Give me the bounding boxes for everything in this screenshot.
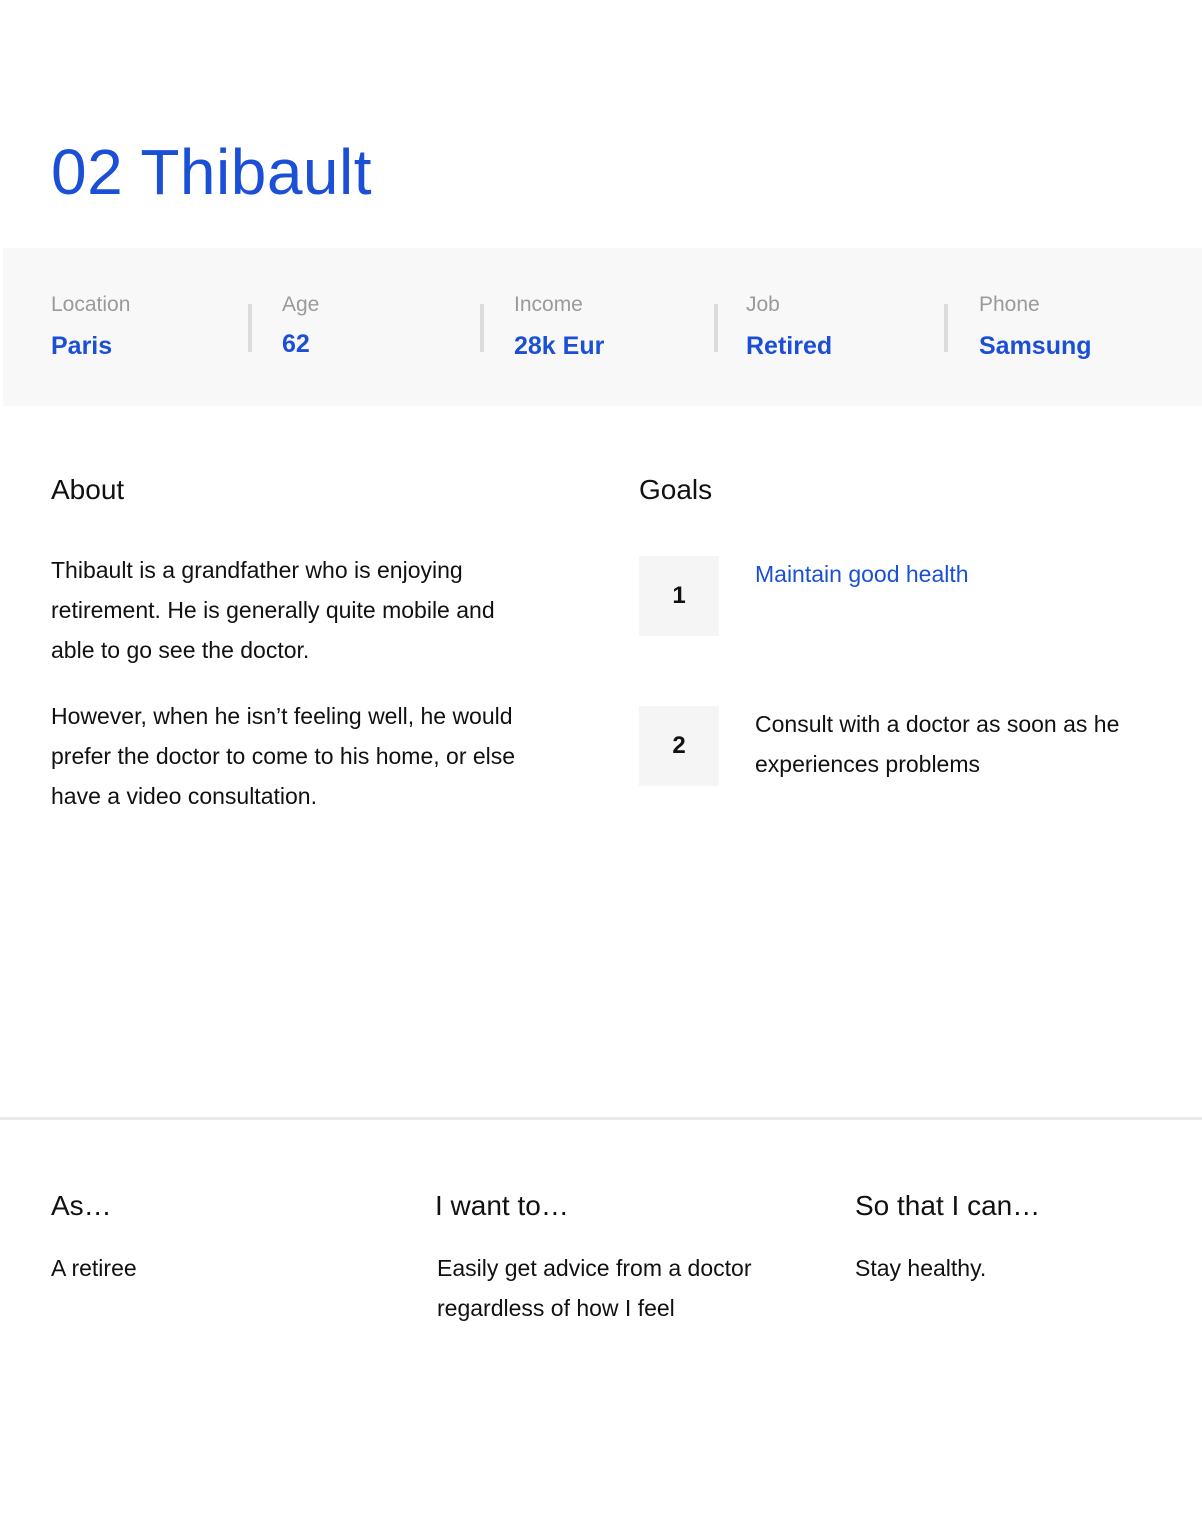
info-income-label: Income [514, 293, 583, 316]
goal-text: Consult with a doctor as soon as he experiences problems [755, 711, 1120, 777]
info-separator [248, 304, 252, 352]
about-paragraph: However, when he isn’t feeling well, he would prefer the doctor to come to his home, or else have a video consultation. [51, 703, 516, 809]
info-location-label: Location [51, 293, 131, 316]
story-so-that-text: Stay healthy. [855, 1255, 987, 1281]
info-job-label: Job [746, 293, 780, 316]
story-want-heading: I want to… [435, 1190, 569, 1221]
info-separator [944, 304, 948, 352]
section-divider [0, 1117, 1202, 1120]
story-as-text: A retiree [51, 1255, 137, 1281]
info-location-value: Paris [51, 332, 113, 360]
persona-title: 02 Thibault [51, 136, 372, 208]
info-income-value: 28k Eur [514, 332, 605, 360]
about-heading: About [51, 474, 125, 505]
story-as-heading: As… [51, 1190, 112, 1221]
persona-info-bar [3, 248, 1202, 406]
story-so-that-heading: So that I can… [855, 1190, 1041, 1221]
info-age-label: Age [282, 293, 320, 316]
info-phone-value: Samsung [979, 332, 1092, 360]
info-age-value: 62 [282, 330, 310, 358]
goal-number-badge: 1 [639, 556, 719, 636]
info-separator [480, 304, 484, 352]
goals-heading: Goals [639, 474, 713, 505]
about-paragraph: Thibault is a grandfather who is enjoying retirement. He is generally quite mobile and able to go see the doctor. [51, 557, 495, 663]
story-want-text: Easily get advice from a doctor regardless of how I feel [437, 1255, 752, 1321]
info-separator [714, 304, 718, 352]
goal-number-badge: 2 [639, 706, 719, 786]
info-job-value: Retired [746, 332, 833, 360]
info-phone-label: Phone [979, 293, 1040, 316]
goal-text: Maintain good health [755, 561, 969, 587]
